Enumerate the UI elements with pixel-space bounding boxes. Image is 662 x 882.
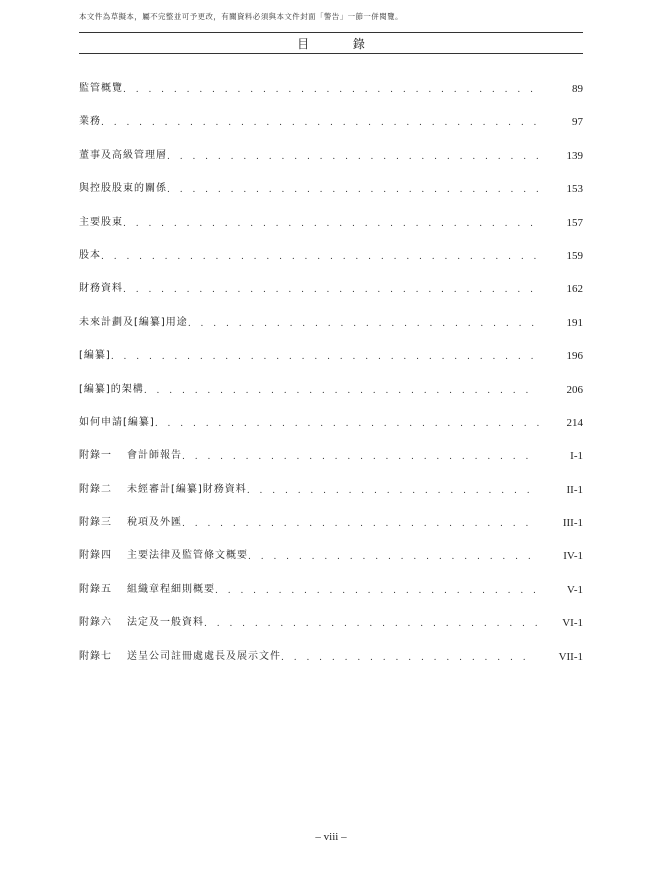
toc-entry[interactable] (79, 247, 583, 280)
toc-leader-dots (182, 514, 539, 534)
toc-entry[interactable] (79, 347, 583, 380)
toc-entry[interactable] (79, 381, 583, 414)
toc-entry-title: 主要股東 (79, 216, 123, 228)
appendix-number: 附錄五 (79, 583, 112, 595)
toc-entry-title: 財務資料 (79, 283, 123, 295)
toc-entry-title: 附錄二 未經審計[編纂]財務資料 (79, 481, 247, 499)
toc-entry-title: 附錄七 送呈公司註冊處處長及展示文件 (79, 648, 281, 666)
appendix-number: 附錄四 (79, 550, 112, 562)
title-top-rule (79, 32, 583, 33)
toc-entry-title: [編纂] (79, 350, 111, 362)
toc-entry-page: II-1 (566, 483, 583, 496)
draft-disclaimer: 本文件為草擬本，屬不完整並可予更改，有關資料必須與本文件封面「警告」一節一併閱覽。 (79, 12, 403, 21)
toc-leader-dots (248, 547, 539, 567)
toc-entry[interactable] (79, 280, 583, 313)
toc-entry[interactable] (79, 147, 583, 180)
appendix-number: 附錄一 (79, 450, 112, 462)
toc-entry-title: 附錄四 主要法律及監管條文概要 (79, 547, 248, 565)
toc-entry[interactable] (79, 547, 583, 580)
toc-entry[interactable] (79, 180, 583, 213)
toc-entry[interactable] (79, 214, 583, 247)
toc-entry-page: III-1 (562, 517, 583, 530)
toc-leader-dots (215, 581, 539, 601)
page-title: 目 錄 (297, 37, 385, 51)
toc-entry-page: VI-1 (562, 617, 583, 630)
toc-entry-page: 214 (566, 416, 583, 429)
toc-entry-page: V-1 (566, 583, 583, 596)
toc-entry-page: 206 (566, 383, 583, 396)
toc-entry-title: 董事及高級管理層 (79, 149, 167, 161)
toc-entry[interactable] (79, 614, 583, 647)
toc-leader-dots (123, 280, 539, 300)
table-of-contents (79, 80, 583, 681)
toc-entry[interactable] (79, 80, 583, 113)
toc-entry[interactable] (79, 447, 583, 480)
toc-leader-dots (101, 247, 539, 267)
toc-leader-dots (281, 648, 535, 668)
appendix-number: 附錄六 (79, 617, 112, 629)
toc-entry-title: 股本 (79, 249, 101, 261)
toc-entry-title: 未來計劃及[編纂]用途 (79, 316, 188, 328)
toc-leader-dots (182, 447, 539, 467)
toc-entry-title: 業務 (79, 116, 101, 128)
toc-entry-page: 196 (566, 350, 583, 363)
toc-leader-dots (247, 481, 539, 501)
toc-entry[interactable] (79, 314, 583, 347)
toc-entry[interactable] (79, 113, 583, 146)
toc-leader-dots (204, 614, 538, 634)
toc-entry-page: 89 (572, 83, 583, 95)
toc-entry-title: 附錄三 稅項及外匯 (79, 514, 182, 532)
toc-entry-page: 153 (566, 183, 583, 196)
toc-entry-page: 97 (572, 116, 583, 129)
toc-entry-page: 159 (566, 249, 583, 262)
appendix-number: 附錄三 (79, 517, 112, 529)
toc-entry-title: 監管概覽 (79, 83, 123, 94)
toc-entry-page: VII-1 (558, 650, 583, 663)
toc-entry-page: 139 (566, 149, 583, 162)
appendix-number: 附錄二 (79, 483, 112, 495)
toc-entry-page: I-1 (570, 450, 583, 463)
toc-entry-page: IV-1 (563, 550, 583, 563)
toc-entry-page: 162 (566, 283, 583, 296)
toc-entry-title: [編纂]的架構 (79, 383, 144, 395)
appendix-number: 附錄七 (79, 650, 112, 662)
toc-entry-title: 如何申請[編纂] (79, 416, 155, 428)
toc-entry[interactable] (79, 648, 583, 681)
toc-entry[interactable] (79, 414, 583, 447)
toc-entry-page: 157 (566, 216, 583, 229)
toc-entry[interactable] (79, 581, 583, 614)
toc-entry-page: 191 (566, 316, 583, 329)
toc-entry-title: 附錄六 法定及一般資料 (79, 614, 204, 632)
toc-entry-title: 附錄五 組織章程細則概要 (79, 581, 215, 599)
toc-entry-title: 附錄一 會計師報告 (79, 447, 182, 465)
toc-entry-title: 與控股股東的關係 (79, 183, 167, 195)
toc-entry[interactable] (79, 514, 583, 547)
toc-leader-dots (101, 113, 539, 133)
toc-leader-dots (123, 214, 539, 234)
toc-leader-dots (111, 347, 539, 367)
toc-leader-dots (167, 180, 539, 200)
toc-leader-dots (188, 314, 539, 334)
toc-leader-dots (155, 414, 539, 434)
title-bottom-rule (79, 53, 583, 54)
toc-leader-dots (144, 381, 539, 401)
toc-leader-dots (123, 80, 539, 100)
toc-entry[interactable] (79, 481, 583, 514)
page-number: – viii – (315, 831, 347, 843)
toc-leader-dots (167, 147, 539, 167)
